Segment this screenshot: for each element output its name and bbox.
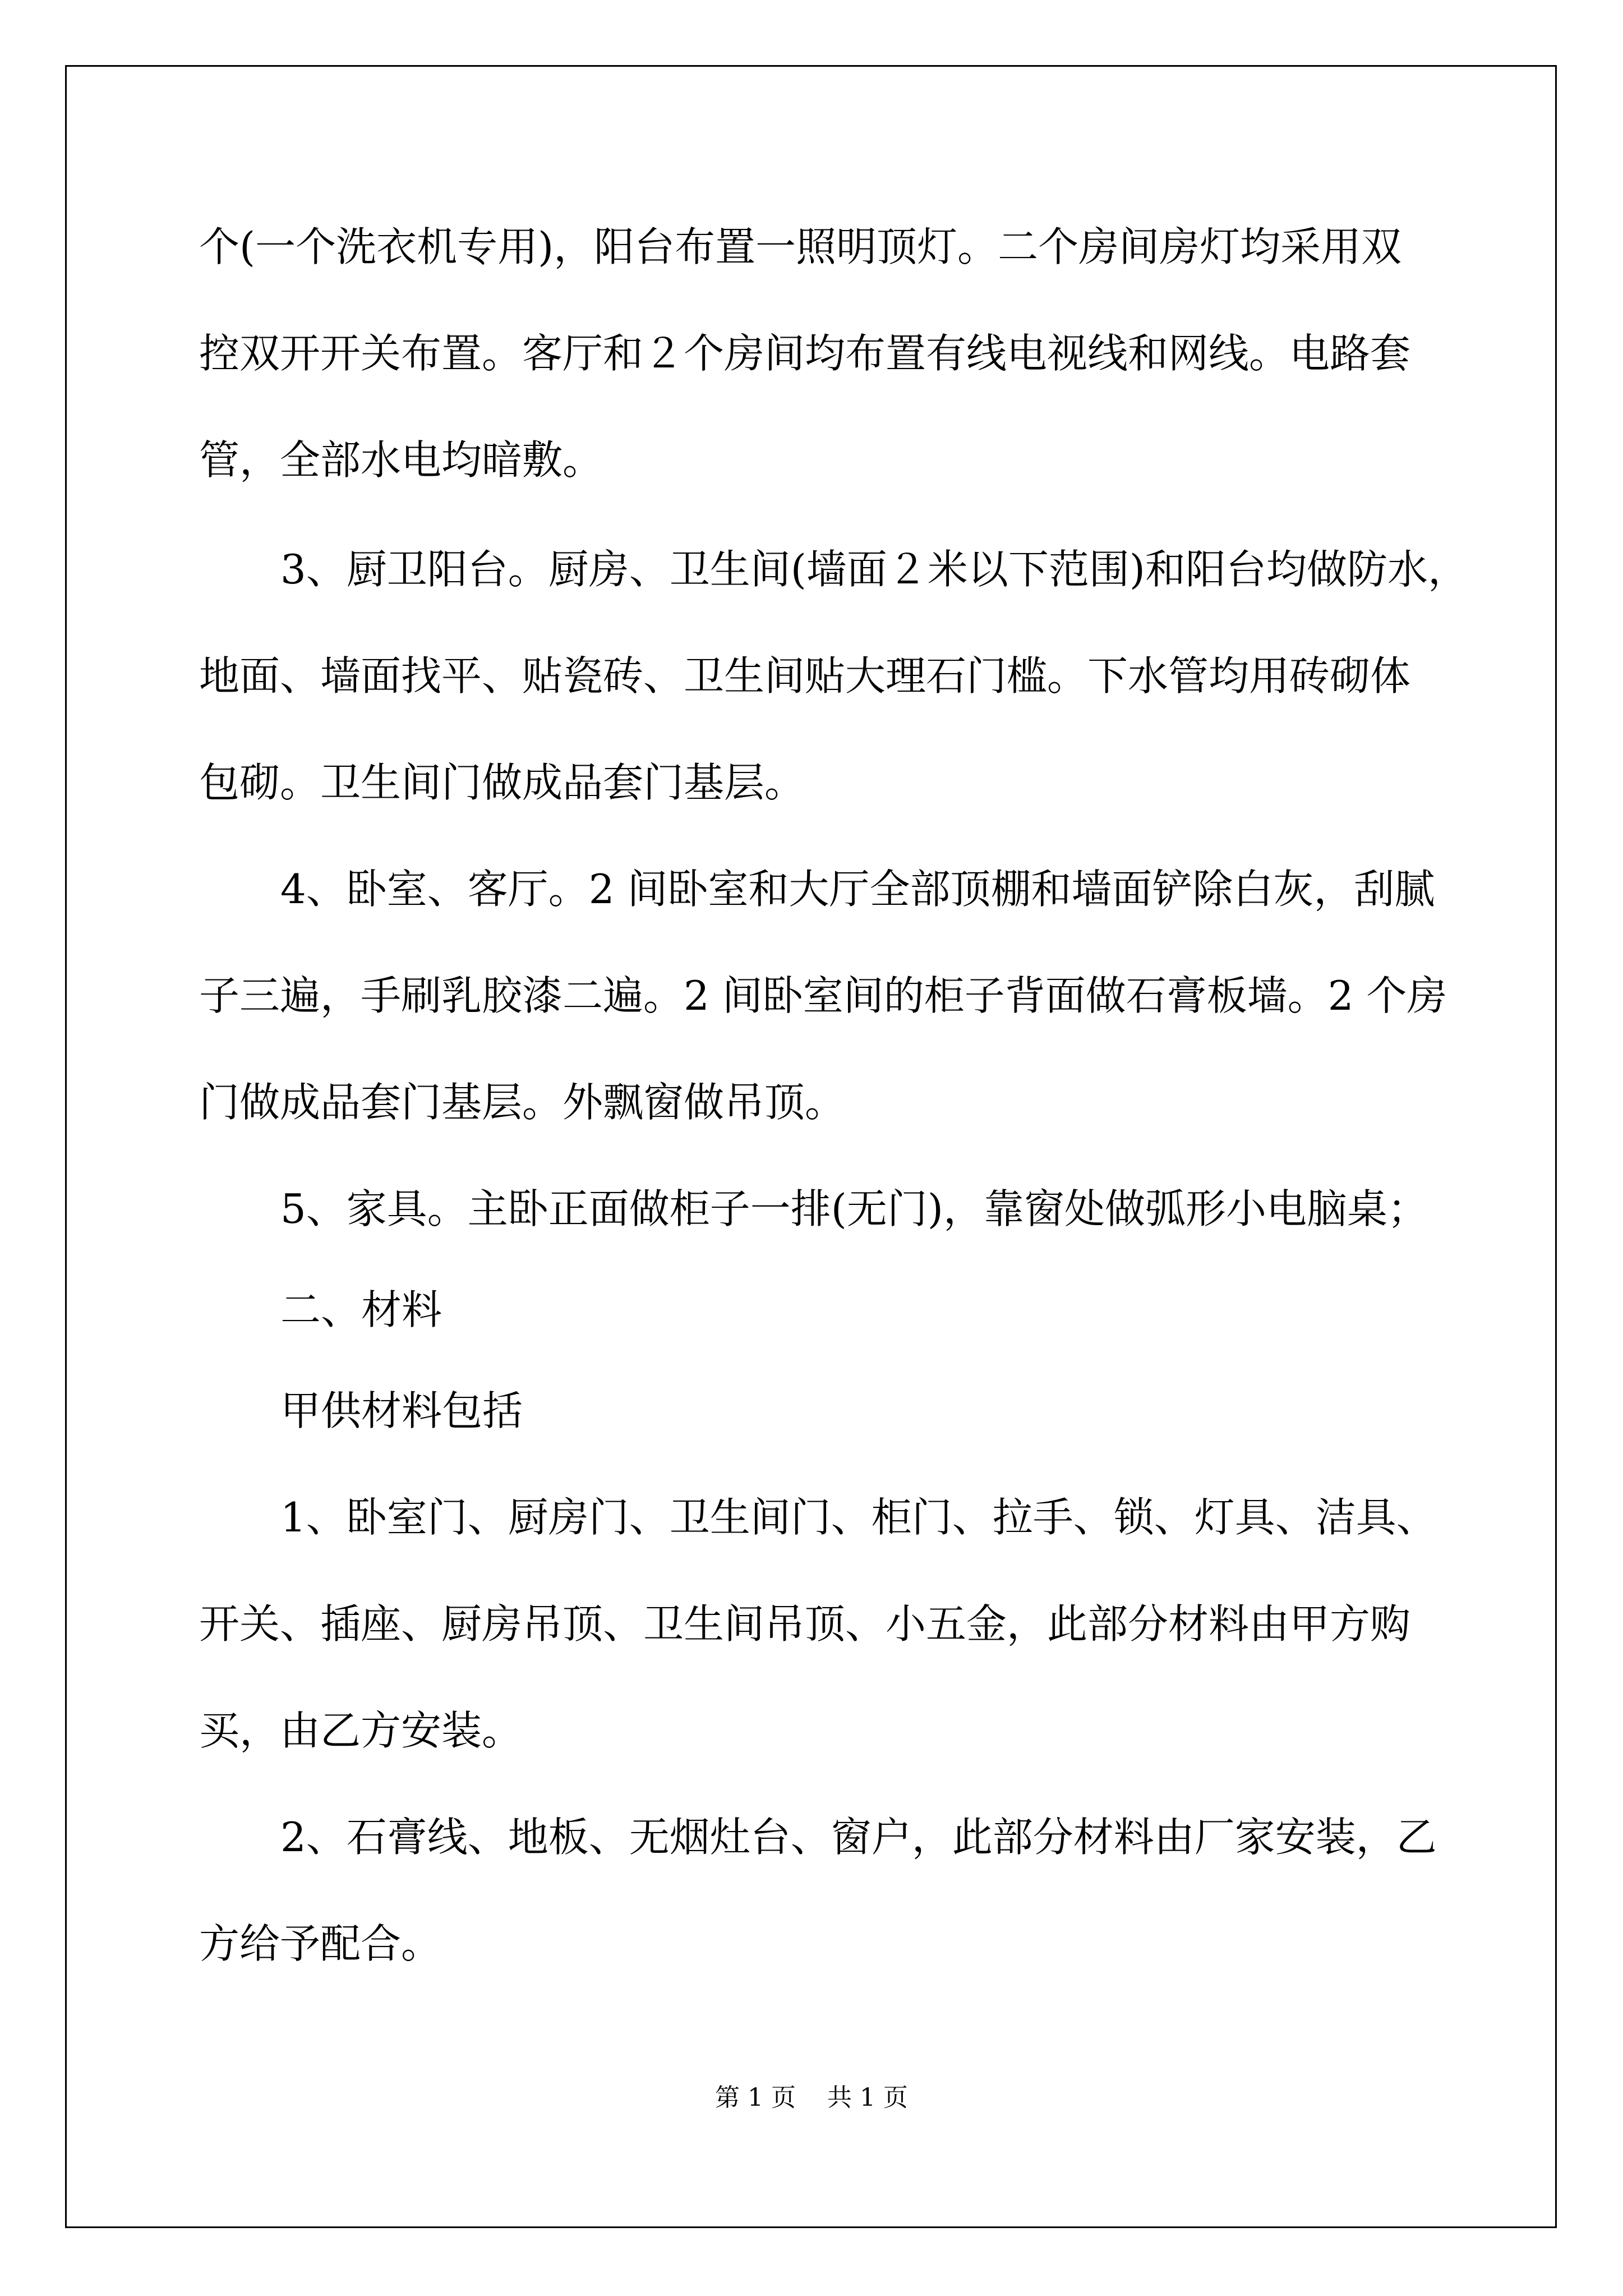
text-line: 个(一个洗衣机专用)，阳台布置一照明顶灯。二个房间房灯均采用双 [199, 223, 1402, 270]
text-line: 5、家具。主卧正面做柜子一排(无门)，靠窗处做弧形小电脑桌； [280, 1185, 1428, 1232]
text-line: 门做成品套门基层。外飘窗做吊顶。 [199, 1079, 846, 1126]
text-line: 2、石膏线、地板、无烟灶台、窗户，此部分材料由厂家安装，乙 [280, 1814, 1437, 1861]
text-line: 方给予配合。 [199, 1920, 442, 1967]
text-line: 甲供材料包括 [280, 1387, 523, 1434]
text-line: 控双开开关布置。客厅和２个房间均布置有线电视线和网线。电路套 [199, 330, 1411, 377]
text-line: 买，由乙方安装。 [199, 1707, 523, 1754]
text-line: 3、厨卫阳台。厨房、卫生间(墙面２米以下范围)和阳台均做防水， [280, 546, 1468, 593]
text-line: 1、卧室门、厨房门、卫生间门、柜门、拉手、锁、灯具、洁具、 [280, 1494, 1437, 1541]
text-line: 子三遍，手刷乳胶漆二遍。2 间卧室间的柜子背面做石膏板墙。2 个房 [199, 972, 1447, 1019]
text-line: 地面、墙面找平、贴瓷砖、卫生间贴大理石门槛。下水管均用砖砌体 [199, 652, 1411, 700]
section-heading: 二、材料 [280, 1286, 442, 1333]
text-line: 4、卧室、客厅。2 间卧室和大厅全部顶棚和墙面铲除白灰，刮腻 [280, 866, 1435, 913]
page-number-footer: 第 1 页 共 1 页 [715, 2083, 908, 2112]
text-line: 管，全部水电均暗敷。 [199, 436, 603, 484]
text-line: 包砌。卫生间门做成品套门基层。 [199, 759, 805, 806]
text-line: 开关、插座、厨房吊顶、卫生间吊顶、小五金，此部分材料由甲方购 [199, 1600, 1411, 1648]
page-border [65, 65, 1557, 2228]
